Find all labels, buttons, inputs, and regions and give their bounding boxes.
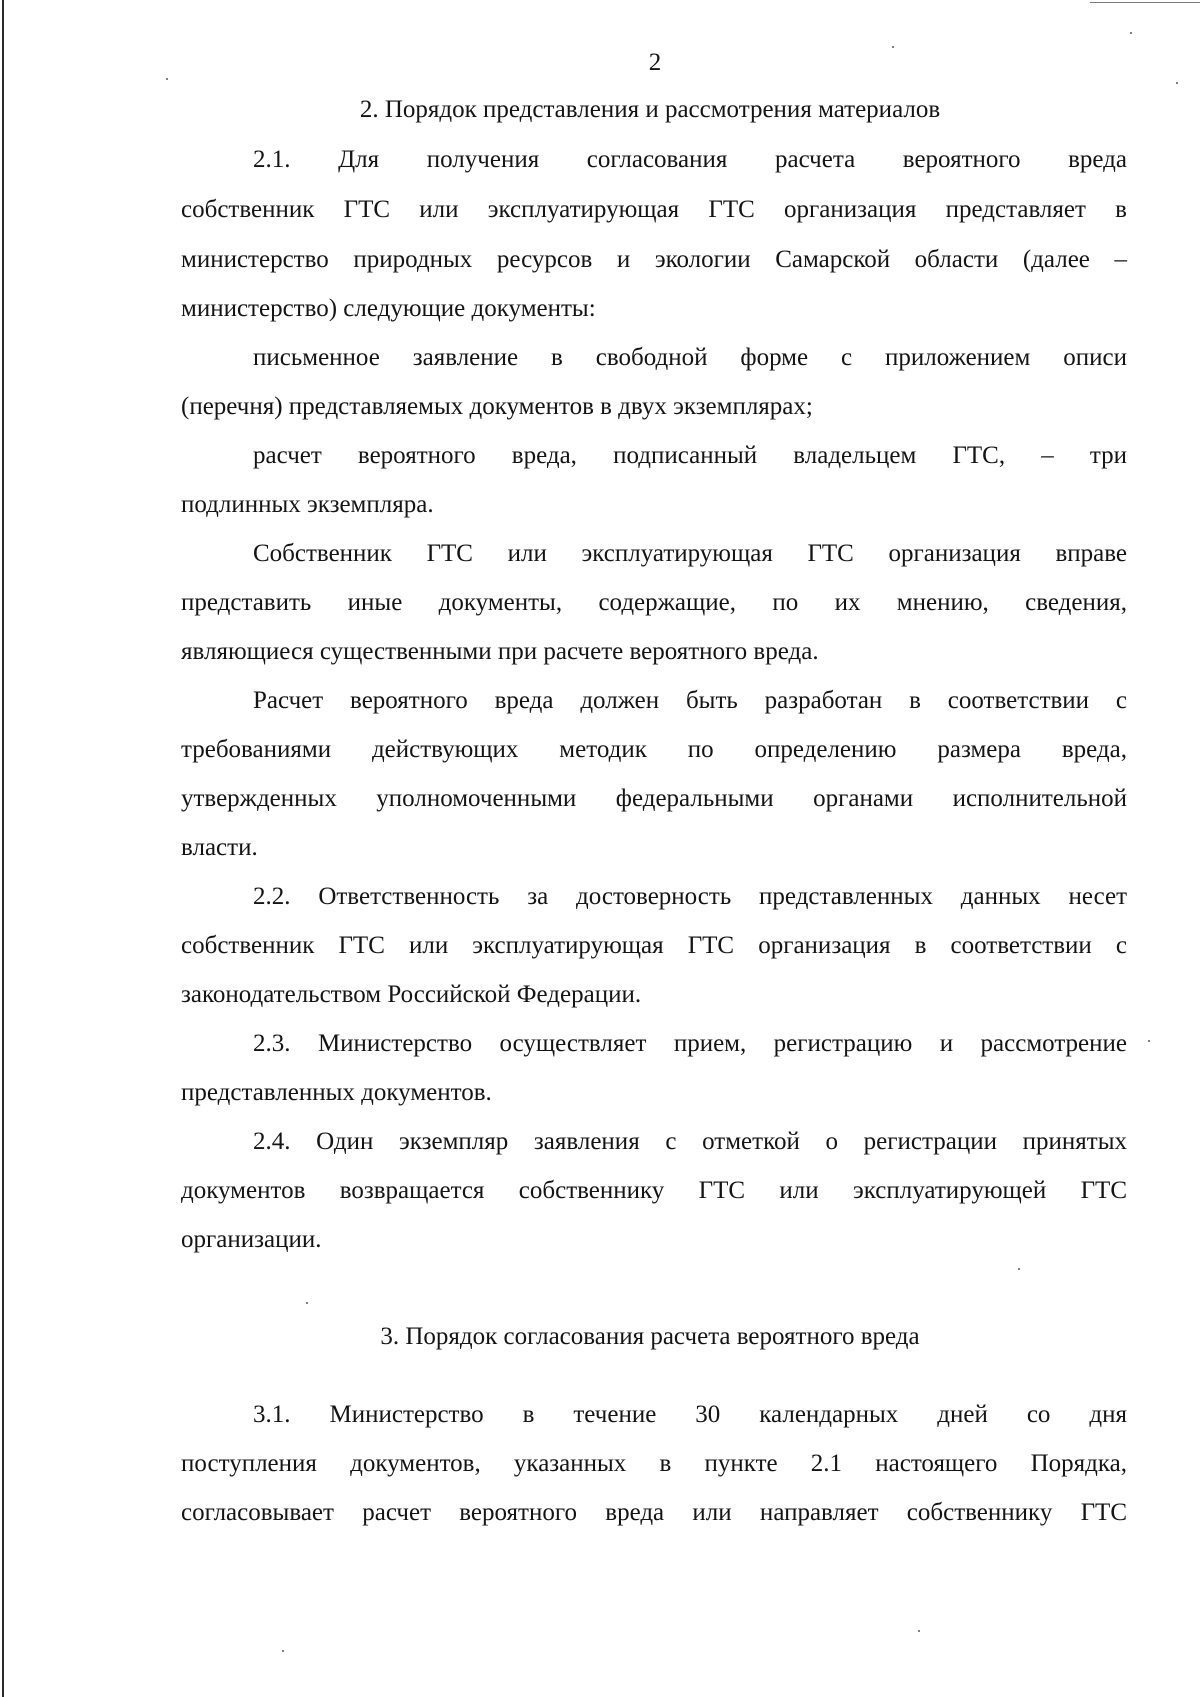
paragraph-line: 2.4. Один экземпляр заявления с отметкой о регистрации принятых: [253, 1128, 1127, 1155]
paragraph-line: собственник ГТС или эксплуатирующая ГТС организация представляет в: [181, 196, 1127, 223]
scan-speck: [282, 1650, 284, 1652]
page-number: 2: [648, 49, 662, 76]
paragraph-line: 2.2. Ответственность за достоверность представленных данных несет: [253, 883, 1127, 910]
paragraph-line: власти.: [181, 834, 258, 861]
paragraph-line: подлинных экземпляра.: [181, 491, 434, 518]
paragraph-line: письменное заявление в свободной форме с приложением описи: [253, 344, 1127, 371]
paragraph-line: министерство) следующие документы:: [181, 295, 596, 322]
paragraph-line: представить иные документы, содержащие, по их мнению, сведения,: [181, 589, 1127, 616]
scan-speck: [1018, 1268, 1020, 1270]
scan-speck: [1130, 32, 1132, 34]
scan-speck: [306, 1302, 308, 1304]
paragraph-line: Расчет вероятного вреда должен быть разработан в соответствии с: [253, 687, 1127, 714]
paragraph-line: являющиеся существенными при расчете вероятного вреда.: [181, 638, 819, 665]
scan-speck: [1148, 1040, 1150, 1042]
scan-left-edge: [2, 0, 4, 1697]
paragraph-line: требованиями действующих методик по определению размера вреда,: [181, 736, 1127, 763]
scan-top-rule: [1090, 2, 1200, 3]
scan-speck: [1176, 82, 1178, 84]
paragraph-line: Собственник ГТС или эксплуатирующая ГТС организация вправе: [253, 540, 1127, 567]
paragraph-line: организации.: [181, 1226, 322, 1253]
section-3-heading: 3. Порядок согласования расчета вероятного вреда: [380, 1323, 920, 1350]
paragraph-line: утвержденных уполномоченными федеральными органами исполнительной: [181, 785, 1127, 812]
paragraph-line: расчет вероятного вреда, подписанный владельцем ГТС, – три: [253, 442, 1127, 469]
paragraph-line: 3.1. Министерство в течение 30 календарных дней со дня: [253, 1401, 1127, 1428]
paragraph-line: поступления документов, указанных в пункте 2.1 настоящего Порядка,: [181, 1450, 1127, 1477]
section-2-heading: 2. Порядок представления и рассмотрения материалов: [359, 96, 941, 123]
paragraph-line: согласовывает расчет вероятного вреда или направляет собственнику ГТС: [181, 1499, 1127, 1526]
paragraph-line: собственник ГТС или эксплуатирующая ГТС организация в соответствии с: [181, 932, 1127, 959]
paragraph-line: 2.1. Для получения согласования расчета вероятного вреда: [253, 146, 1127, 173]
paragraph-line: представленных документов.: [181, 1079, 492, 1106]
scan-speck: [918, 1630, 920, 1632]
scan-speck: [166, 78, 168, 80]
paragraph-line: министерство природных ресурсов и экологии Самарской области (далее –: [181, 246, 1127, 273]
paragraph-line: законодательством Российской Федерации.: [181, 981, 642, 1008]
paragraph-line: 2.3. Министерство осуществляет прием, регистрацию и рассмотрение: [253, 1030, 1127, 1057]
paragraph-line: (перечня) представляемых документов в двух экземплярах;: [181, 393, 813, 420]
paragraph-line: документов возвращается собственнику ГТС или эксплуатирующей ГТС: [181, 1177, 1127, 1204]
